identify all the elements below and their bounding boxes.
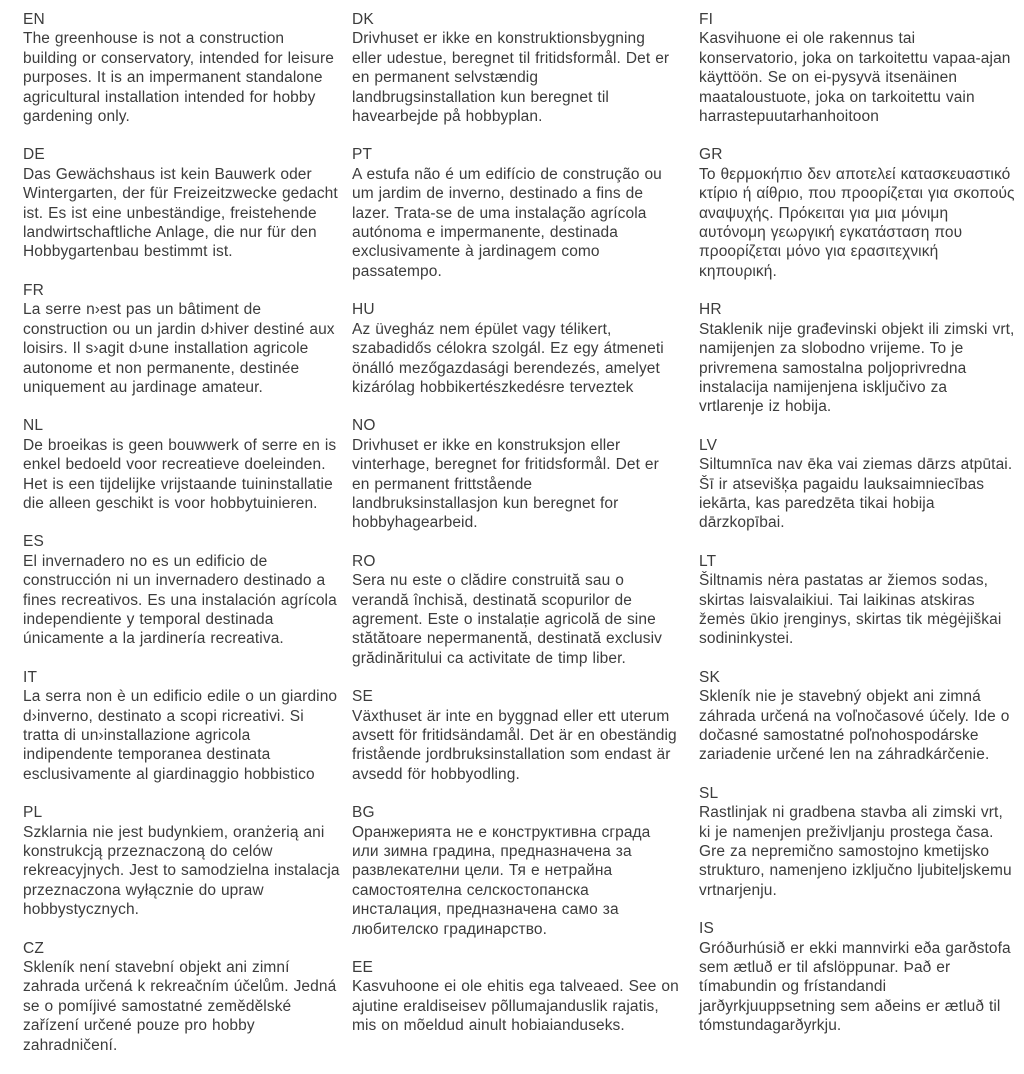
language-paragraph-text: Az üvegház nem épület vagy télikert, szabadidős célokra szolgál. Ez egy átmeneti önálló mezőgazdasági berendezés, amelyet kizárólag hobbikertészkedésre terveztek — [352, 320, 664, 396]
language-paragraph-text: La serra non è un edificio edile o un giardino d›inverno, destinato a scopi ricreativi. Si tratta di un›installazione agricola indipendente temporanea destinata esclusivamente al giardinaggio hobbistico — [23, 688, 338, 783]
language-section-es — [23, 532, 343, 648]
language-code-label: IS — [699, 920, 715, 938]
language-paragraph-text: The greenhouse is not a construction building or conservatory, intended for leisure purposes. It is an impermanent standalone agricultural installation intended for hobby gardening only. — [23, 30, 334, 126]
language-section-fr — [23, 281, 343, 397]
language-code-label: FR — [23, 281, 45, 299]
language-paragraph-text: Szklarnia nie jest budynkiem, oranżerią ani konstrukcją przeznaczoną do celów rekreacyjnych. Jest to samodzielna instalacja przeznaczona wyłącznie do upraw hobbystycznych. — [23, 823, 340, 919]
language-section-gr — [699, 145, 1015, 281]
language-code-label: DE — [23, 146, 45, 164]
language-section-it — [23, 668, 343, 784]
language-code-label: NL — [23, 417, 44, 435]
language-code-label: PT — [352, 146, 373, 164]
language-section-ee — [352, 958, 679, 1036]
language-section-dk — [352, 10, 679, 126]
language-code-label: HU — [352, 301, 375, 319]
language-paragraph-text: El invernadero no es un edificio de construcción ni un invernadero destinado a fines recreativos. Es una instalación agrícola independiente y temporal destinada únicamente a la jardinería recreativa. — [23, 552, 337, 648]
language-paragraph-text: Drivhuset er ikke en konstruktionsbygning eller udestue, beregnet til fritidsformål. Det er en permanent selvstændig landbrugsinstallation kun beregnet til havearbejde på hobbyplan. — [352, 30, 670, 126]
language-section-bg — [352, 803, 679, 939]
language-paragraph-text: Das Gewächshaus ist kein Bauwerk oder Wintergarten, der für Freizeitzwecke gedacht ist. Es ist eine unbeständige, freistehende landwirtschaftliche Anlage, die nur für den Hobbygartenbau bestimmt ist. — [23, 165, 338, 261]
language-code-label: SE — [352, 688, 374, 706]
language-paragraph-text: La serre n›est pas un bâtiment de construction ou un jardin d›hiver destiné aux loisirs. Il s›agit d›une installation agricole autonome et non permanente, destinée uniquement au jardinage amateur. — [23, 301, 335, 396]
language-paragraph-text: Staklenik nije građevinski objekt ili zimski vrt, namijenjen za slobodno vrijeme. To je privremena samostalna poljoprivredna instalacija namijenjena isključivo za vrtlarenje iz hobija. — [699, 320, 1015, 416]
language-paragraph-text: Växthuset är inte en byggnad eller ett uterum avsett för fritidsändamål. Det är en obeständig fristående jordbruksinstallation som endast är avsedd för hobbyodling. — [352, 707, 677, 783]
language-section-ro — [352, 552, 679, 668]
language-column-3 — [699, 10, 1015, 1055]
language-section-de — [23, 145, 343, 261]
language-section-hr — [699, 300, 1015, 416]
language-code-label: EE — [352, 959, 374, 977]
language-paragraph-text: Gróðurhúsið er ekki mannvirki eða garðstofa sem ætluð er til afslöppunar. Það er tímabundin og frístandandi jarðyrkjuuppsetning sem aðeins er ætluð til tómstundagarðyrkju. — [699, 939, 1011, 1035]
language-code-label: RO — [352, 552, 376, 570]
language-section-pl — [23, 803, 343, 919]
language-code-label: CZ — [23, 939, 45, 957]
language-paragraph-text: Kasvihuone ei ole rakennus tai konservatorio, joka on tarkoitettu vapaa-ajan käyttöön. Se on ei-pysyvä itsenäinen maataloustuote, joka on tarkoitettu vain harrastepuutarhanhoitoon — [699, 30, 1011, 126]
language-code-label: IT — [23, 668, 38, 686]
language-code-label: HR — [699, 301, 722, 319]
language-code-label: BG — [352, 804, 375, 822]
language-paragraph-text: De broeikas is geen bouwwerk of serre en is enkel bedoeld voor recreatieve doeleinden. Het is een tijdelijke vrijstaande tuininstallatie die alleen geschikt is voor hobbytuinieren. — [23, 436, 337, 512]
language-column-2 — [352, 10, 679, 1055]
language-paragraph-text: Drivhuset er ikke en konstruksjon eller vinterhage, beregnet for fritidsformål. Det er en permanent frittstående landbruksinstallasjon kun beregnet for hobbyhagearbeid. — [352, 436, 659, 532]
language-paragraph-text: A estufa não é um edifício de construção ou um jardim de inverno, destinado a fins de lazer. Trata-se de uma instalação agrícola autónoma e impermanente, destinada exclusivamente à jardinagem como passatempo. — [352, 165, 662, 280]
language-code-label: NO — [352, 417, 376, 435]
language-paragraph-text: Оранжерията не е конструктивна сграда или зимна градина, предназначена за развлекателни цели. Тя е нетрайна самостоятелна селскостопанска инсталация, предназначена само за любителско градинарство. — [352, 823, 651, 938]
language-code-label: SK — [699, 668, 721, 686]
language-section-nl — [23, 416, 343, 513]
language-paragraph-text: Skleník nie je stavebný objekt ani zimná záhrada určená na voľnočasové účely. Ide o dočasné samostatné poľnohospodárske zariadenie určené len na záhradkárčenie. — [699, 688, 1010, 764]
language-section-lv — [699, 436, 1015, 533]
language-code-label: SL — [699, 784, 719, 802]
language-paragraph-text: Šiltnamis nėra pastatas ar žiemos sodas, skirtas laisvalaikiui. Tai laikinas atskiras žemės ūkio įrenginys, skirtas tik mėgėjiškai sodininkystei. — [699, 572, 1002, 648]
language-column-1 — [23, 10, 343, 1074]
language-paragraph-text: Rastlinjak ni gradbena stavba ali zimski vrt, ki je namenjen preživljanju prostega časa. Gre za nepremično samostojno kmetijsko strukturo, namenjeno izključno ljubiteljskemu vrtnarjenju. — [699, 804, 1012, 899]
language-code-label: DK — [352, 11, 374, 28]
language-code-label: LT — [699, 552, 717, 570]
language-code-label: LV — [699, 436, 718, 454]
language-code-label: FI — [699, 11, 714, 28]
language-section-en — [23, 10, 343, 126]
language-section-cz — [23, 939, 343, 1055]
language-section-pt — [352, 145, 679, 281]
language-code-label: EN — [23, 11, 45, 28]
language-paragraph-text: Siltumnīca nav ēka vai ziemas dārzs atpūtai. Šī ir atsevišķa pagaidu lauksaimniecības iekārta, kas paredzēta tikai hobija dārzkopībai. — [699, 456, 1013, 532]
language-section-hu — [352, 300, 679, 397]
language-paragraph-text: Kasvuhoone ei ole ehitis ega talveaed. See on ajutine eraldiseisev põllumajanduslik rajatis, mis on mõeldud ainult hobiaianduseks. — [352, 978, 679, 1035]
language-code-label: GR — [699, 146, 723, 164]
language-paragraph-text: Skleník není stavební objekt ani zimní zahrada určená k rekreačním účelům. Jedná se o pomíjivé samostatné zemědělské zařízení určené pouze pro hobby zahradničení. — [23, 959, 337, 1054]
language-section-sl — [699, 784, 1015, 900]
language-paragraph-text: Sera nu este o clădire construită sau o verandă închisă, destinată scopurilor de agrement. Este o instalație agricolă de sine stătătoare nepermanentă, destinată exclusiv grădinăritului ca activitate de timp liber. — [352, 572, 662, 667]
language-code-label: PL — [23, 804, 43, 822]
language-section-is — [699, 919, 1015, 1035]
language-section-fi — [699, 10, 1015, 126]
language-section-lt — [699, 552, 1015, 649]
language-code-label: ES — [23, 533, 45, 551]
language-section-no — [352, 416, 679, 532]
language-paragraph-text: Το θερμοκήπιο δεν αποτελεί κατασκευαστικό κτίριο ή αίθριο, που προορίζεται για σκοπούς αναψυχής. Πρόκειται για μια μόνιμη αυτόνομη γεωργική εγκατάσταση που προορίζεται μόνο για ερασιτεχνική κηπουρική. — [699, 165, 1015, 280]
language-section-sk — [699, 668, 1015, 765]
language-section-se — [352, 687, 679, 784]
